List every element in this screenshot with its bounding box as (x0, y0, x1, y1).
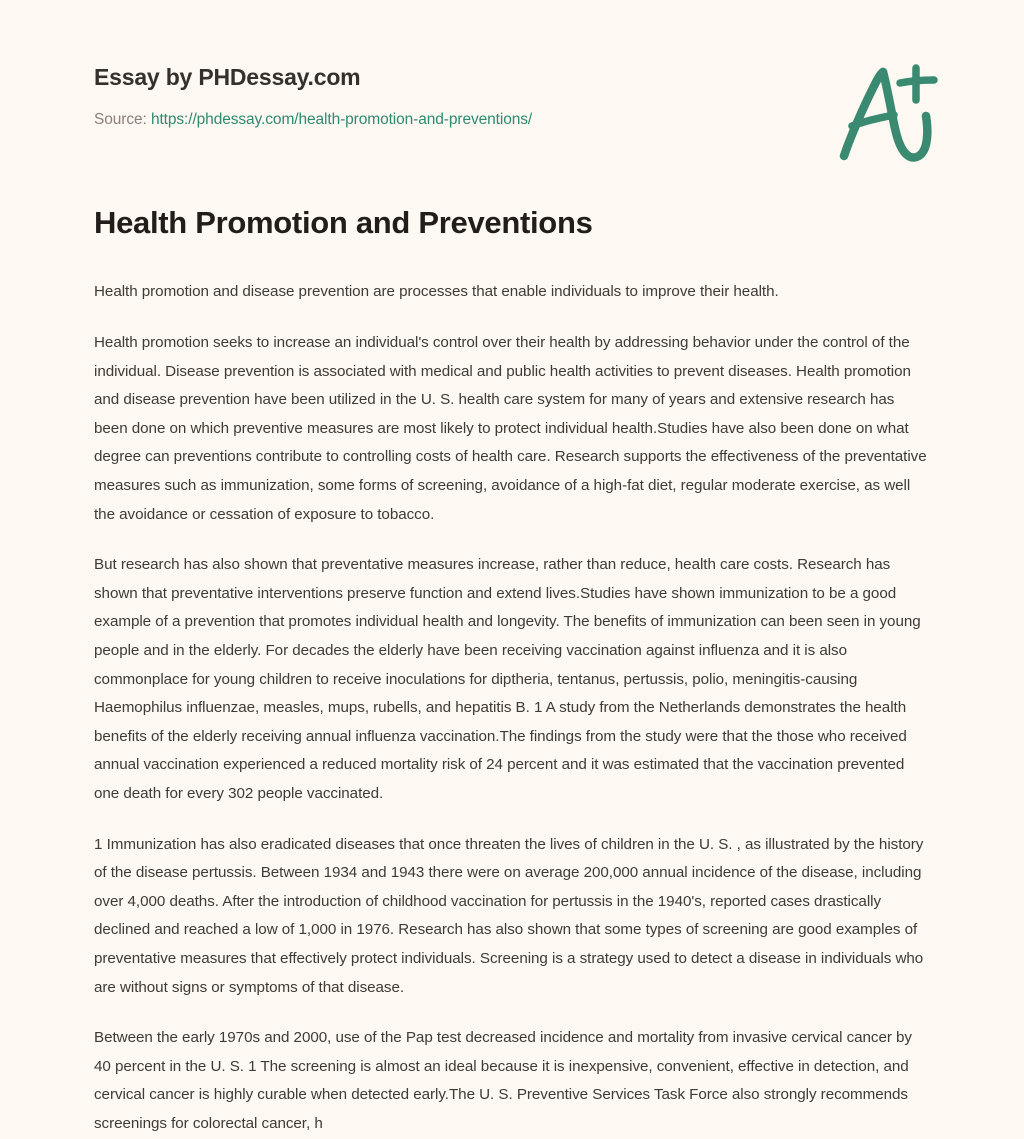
page-header (0, 0, 1024, 130)
essay-body (0, 242, 1024, 1138)
source-label: Source: (94, 110, 147, 128)
a-plus-logo-svg (828, 60, 946, 168)
paragraph: Health promotion seeks to increase an individual's control over their health by addressing behavior under the control of the individual. Disease prevention is associated with medical and public health activities to prevent diseases. Health promotion and disease prevention have been utilized in the U. S. health care system for many of years and extensive research has been done on which preventive measures are most likely to protect individual health.Studies have also been done on what degree can preventions contribute to controlling costs of health care. Research supports the effectiveness of the preventative measures such as immunization, some forms of screening, avoidance of a high-fat diet, regular moderate exercise, as well the avoidance or cessation of exposure to tobacco. (94, 334, 927, 523)
paragraph: Health promotion and disease prevention are processes that enable individuals to improve their health. (94, 283, 779, 301)
source-url-link[interactable]: https://phdessay.com/health-promotion-and-preventions/ (150, 110, 533, 128)
paragraph: But research has also shown that preventative measures increase, rather than reduce, health care costs. Research has shown that preventative interventions preserve function and extend lives.Studies have shown immunization to be a good example of a prevention that promotes individual health and longevity. The benefits of immunization can been seen in young people and in the elderly. For decades the elderly have been receiving vaccination against influenza and it is also commonplace for young children to receive inoculations for diptheria, tentanus, pertussis, polio, meningitis-causing Haemophilus influenzae, measles, mups, rubells, and hepatitis B. 1 A study from the Netherlands demonstrates the health benefits of the elderly receiving annual influenza vaccination.The findings from the study were that the those who received annual vaccination experienced a reduced mortality risk of 24 percent and it was estimated that the vaccination prevented one death for every 302 people vaccinated. (94, 556, 921, 802)
paragraph: 1 Immunization has also eradicated diseases that once threaten the lives of children in the U. S. , as illustrated by the history of the disease pertussis. Between 1934 and 1943 there were on average 200,000 annual incidence of the disease, including over 4,000 deaths. After the introduction of childhood vaccination for pertussis in the 1940's, reported cases drastically declined and reached a low of 1,000 in 1976. Research has also shown that some types of screening are good examples of preventative measures that effectively protect individuals. Screening is a strategy used to detect a disease in individuals who are without signs or symptoms of that disease. (94, 835, 924, 996)
paragraph: Between the early 1970s and 2000, use of the Pap test decreased incidence and mortality from invasive cervical cancer by 40 percent in the U. S. 1 The screening is almost an ideal because it is inexpensive, convenient, effective in detection, and cervical cancer is highly curable when detected early.The U. S. Preventive Services Task Force also strongly recommends screenings for colorectal cancer, h (94, 1029, 912, 1132)
page-title: Health Promotion and Preventions (94, 204, 593, 240)
a-plus-logo-icon (828, 60, 946, 168)
brand-title: Essay by PHDessay.com (94, 64, 361, 90)
source-line (94, 110, 944, 130)
